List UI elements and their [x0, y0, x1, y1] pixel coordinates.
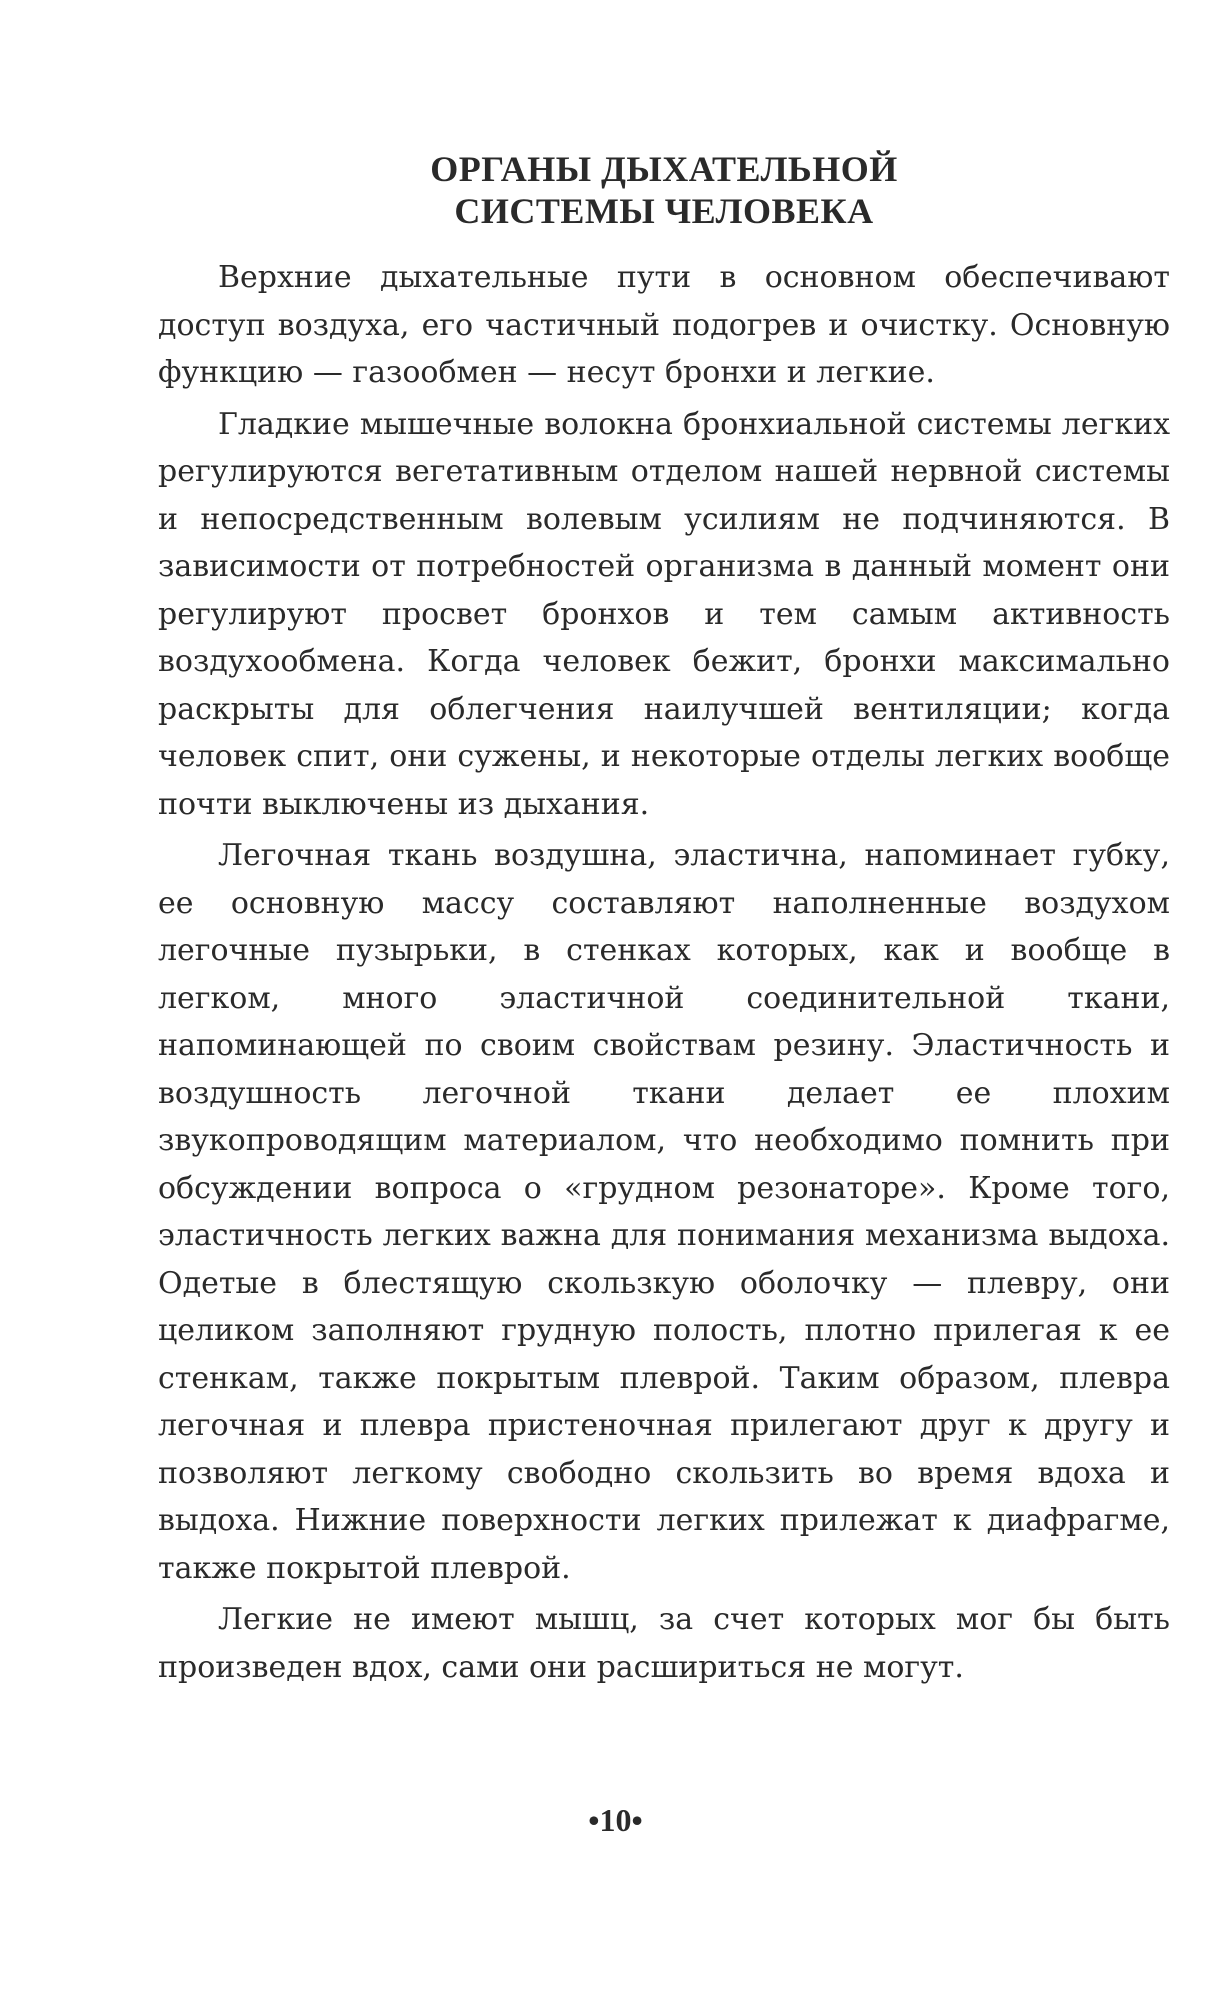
paragraph-3: Легочная ткань воздушна, эластична, напоминает губку, ее основную массу составляют наполненные воздухом легочные пузырьки, в стенках которых, как и вообще в легком, много эластичной соединительной ткани, напоминающей по своим свойствам резину. Эластичность и воздушность легочной ткани делает ее плохим звукопроводящим материалом, что необходимо помнить при обсуждении вопроса о «грудном резонаторе». Кроме того, эластичность легких важна для понимания механизма выдоха. Одетые в блестящую скользкую оболочку — плевру, они целиком заполняют грудную полость, плотно прилегая к ее стенкам, также покрытым плеврой. Таким образом, плевра легочная и плевра пристеночная прилегают друг к другу и позволяют легкому свободно скользить во время вдоха и выдоха. Нижние поверхности легких прилежат к диафрагме, также покрытой плеврой. [158, 838, 1170, 1586]
page-body [158, 148, 1170, 1691]
section-heading [158, 148, 1170, 232]
page-number: •10• [588, 1802, 643, 1838]
section-heading-line-1: ОРГАНЫ ДЫХАТЕЛЬНОЙ [430, 149, 898, 189]
paragraph-4: Легкие не имеют мышц, за счет которых мог бы быть произведен вдох, сами они расшириться не могут. [158, 1602, 1170, 1685]
section-heading-line-2: СИСТЕМЫ ЧЕЛОВЕКА [454, 191, 874, 231]
paragraph-1: Верхние дыхательные пути в основном обеспечивают доступ воздуха, его частичный подогрев и очистку. Основную функцию — газообмен — несут бронхи и легкие. [158, 260, 1170, 390]
paragraph-2: Гладкие мышечные волокна бронхиальной системы легких регулируются вегетативным отделом нашей нервной системы и непосредственным волевым усилиям не подчиняются. В зависимости от потребностей организма в данный момент они регулируют просвет бронхов и тем самым активность воздухообмена. Когда человек бежит, бронхи максимально раскрыты для облегчения наилучшей вентиляции; когда человек спит, они сужены, и некоторые отделы легких вообще почти выключены из дыхания. [158, 406, 1170, 822]
